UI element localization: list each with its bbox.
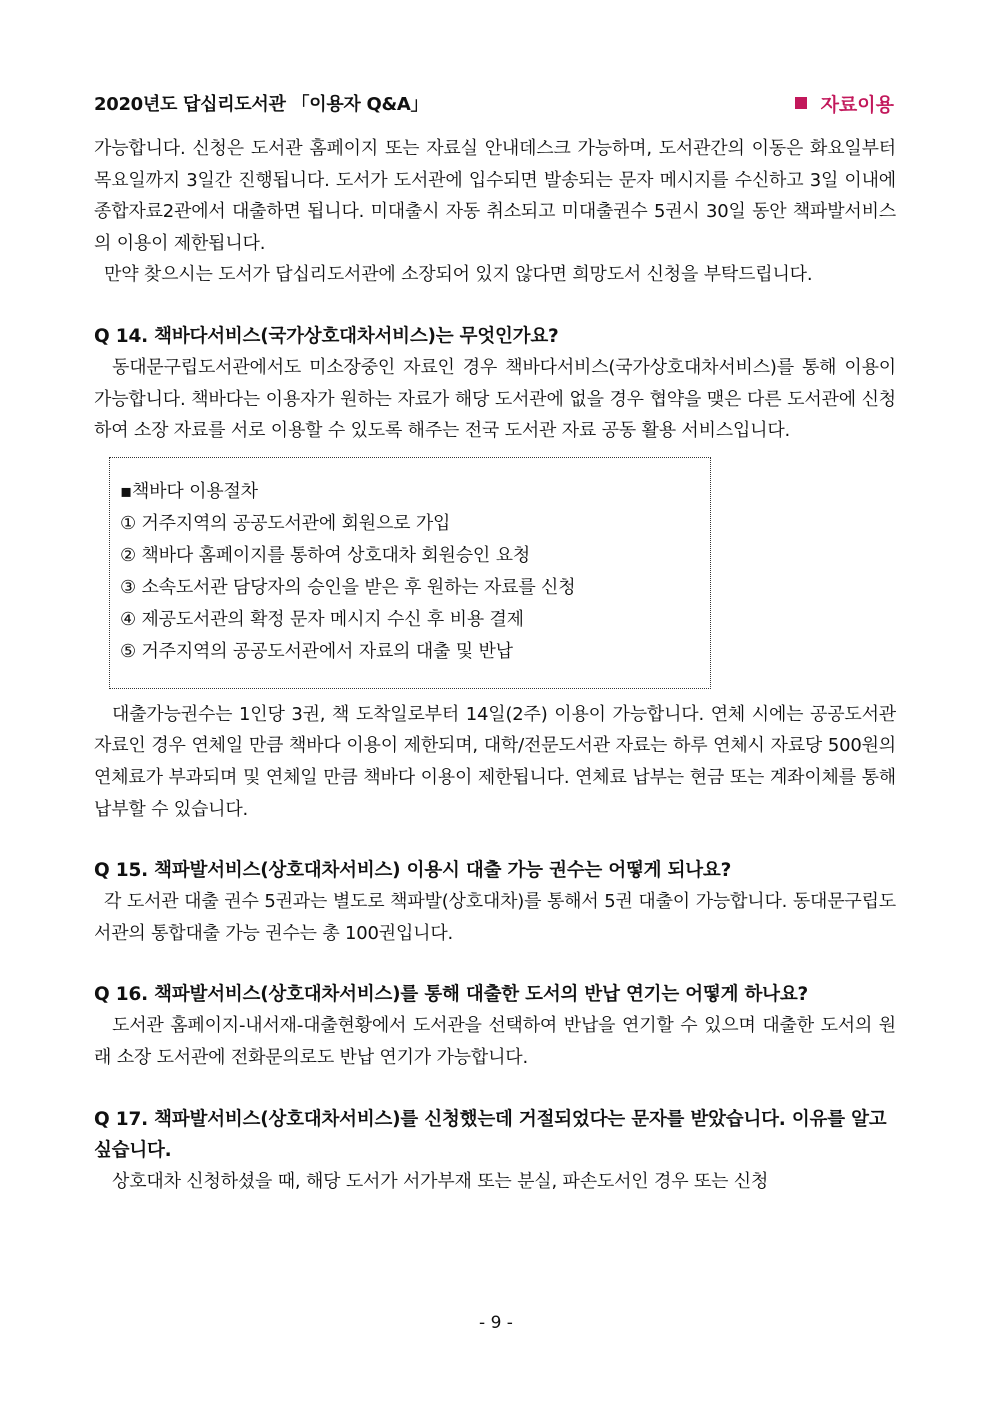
q14-question: Q 14. 책바다서비스(국가상호대차서비스)는 무엇인가요? xyxy=(94,325,559,347)
intro-paragraph-2: 만약 찾으시는 도서가 답십리도서관에 소장되어 있지 않다면 희망도서 신청을 부탁드립니다. xyxy=(104,264,813,286)
section-gap xyxy=(94,291,896,321)
q14-answer-1: 동대문구립도서관에서도 미소장중인 자료인 경우 책바다서비스(국가상호대차서비스)를 통해 이용이 가능합니다. 책바다는 이용자가 원하는 자료가 해당 도서관에 없을 경우 협약을 맺은 다른 도서관에 신청하여 소장 자료를 서로 이용할 수 있도록 해주는 전국 도서관 자료 공동 활용 서비스입니다. xyxy=(94,356,896,442)
q15-answer: 각 도서관 대출 권수 5권과는 별도로 책파발(상호대차)를 통해서 5권 대출이 가능합니다. 동대문구립도서관의 통합대출 가능 권수는 총 100권입니다. xyxy=(94,891,896,944)
intro-paragraph-1: 가능합니다. 신청은 도서관 홈페이지 또는 자료실 안내데스크 가능하며, 도서관간의 이동은 화요일부터 목요일까지 3일간 진행됩니다. 도서가 도서관에 입수되면 발송되는 문자 메시지를 수신하고 3일 이내에 종합자료2관에서 대출하면 됩니다. 미대출시 자동 취소되고 미대출권수 5권시 30일 동안 책파발서비스의 이용이 제한됩니다. xyxy=(94,138,896,254)
header-title: 2020년도 답십리도서관 「이용자 Q&A」 xyxy=(94,94,429,115)
q17-question: Q 17. 책파발서비스(상호대차서비스)를 신청했는데 거절되었다는 문자를 받았습니다. 이유를 알고 싶습니다. xyxy=(94,1108,887,1161)
page-number: - 9 - xyxy=(479,1313,513,1333)
square-icon xyxy=(795,97,807,109)
section-gap xyxy=(94,949,896,979)
step-item-3: ③ 소속도서관 담당자의 승인을 받은 후 원하는 자료를 신청 xyxy=(120,576,576,598)
q16-answer: 도서관 홈페이지-내서재-대출현황에서 도서관을 선택하여 반납을 연기할 수 있으며 대출한 도서의 원래 소장 도서관에 전화문의로도 반납 연기가 가능합니다. xyxy=(94,1015,896,1068)
steps-title: ▪책바다 이용절차 xyxy=(120,480,258,502)
step-item-1: ① 거주지역의 공공도서관에 회원으로 가입 xyxy=(120,512,451,534)
q14-answer-2: 대출가능권수는 1인당 3권, 책 도착일로부터 14일(2주) 이용이 가능합니다. 연체 시에는 공공도서관 자료인 경우 연체일 만큼 책바다 이용이 제한되며, 대학/전문도서관 자료는 하루 연체시 자료당 500원의 연체료가 부과되며 및 연체일 만큼 책바다 이용이 제한됩니다. 연체료 납부는 현금 또는 계좌이체를 통해 납부할 수 있습니다. xyxy=(94,703,896,820)
step-item-4: ④ 제공도서관의 확정 문자 메시지 수신 후 비용 결제 xyxy=(120,608,524,630)
steps-box xyxy=(109,457,711,689)
step-item-2: ② 책바다 홈페이지를 통하여 상호대차 회원승인 요청 xyxy=(120,544,531,566)
q17-answer: 상호대차 신청하셨을 때, 해당 도서가 서가부재 또는 분실, 파손도서인 경우 또는 신청 xyxy=(112,1170,769,1192)
page-content xyxy=(94,133,896,1197)
q16-question: Q 16. 책파발서비스(상호대차서비스)를 통해 대출한 도서의 반납 연기는 어떻게 하나요? xyxy=(94,984,809,1006)
section-gap xyxy=(94,825,896,855)
page-header xyxy=(94,88,894,118)
header-section xyxy=(795,90,894,117)
q15-question: Q 15. 책파발서비스(상호대차서비스) 이용시 대출 가능 권수는 어떻게 되나요? xyxy=(94,860,732,882)
section-gap xyxy=(94,1074,896,1104)
header-section-label: 자료이용 xyxy=(820,93,894,116)
step-item-5: ⑤ 거주지역의 공공도서관에서 자료의 대출 및 반납 xyxy=(120,640,513,662)
